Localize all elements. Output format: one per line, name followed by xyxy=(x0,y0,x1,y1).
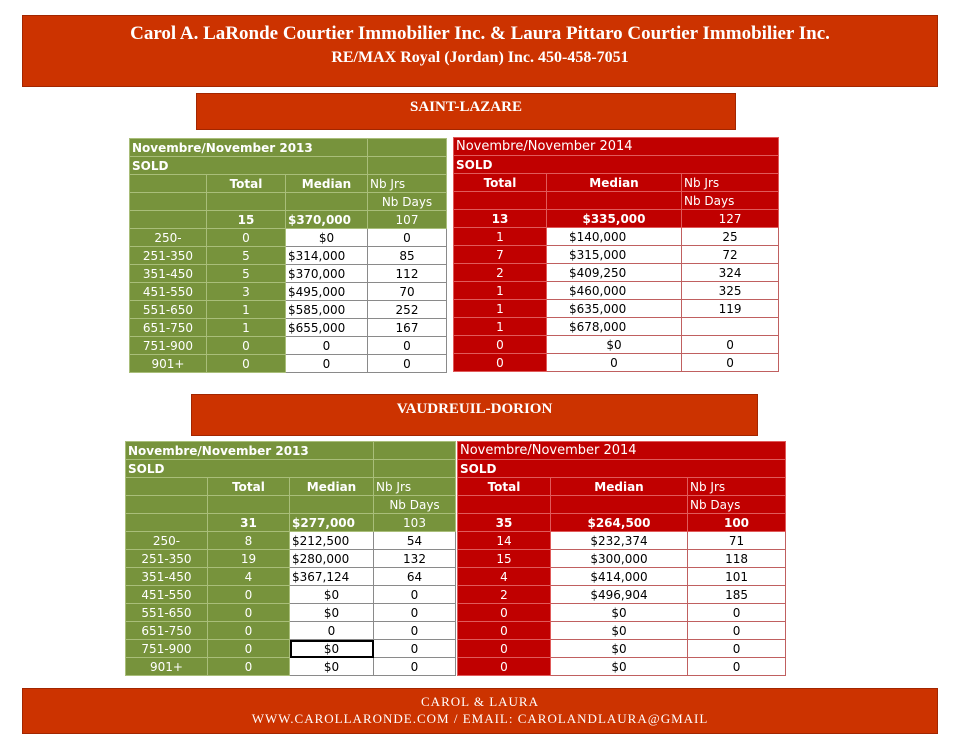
price-range: 551-650 xyxy=(126,604,208,622)
year-title: Novembre/November 2013 xyxy=(126,442,374,460)
median-cell-selected[interactable]: $0 xyxy=(290,640,374,658)
table-vaudreuil-2014 xyxy=(457,441,786,676)
summary-row xyxy=(130,211,447,229)
total-cell: 1 xyxy=(454,318,547,336)
table-row xyxy=(454,354,779,372)
header-row xyxy=(458,478,786,496)
price-range: 351-450 xyxy=(126,568,208,586)
total-cell: 0 xyxy=(458,604,551,622)
table-row xyxy=(130,283,447,301)
days-cell: 0 xyxy=(688,604,786,622)
days-cell: 0 xyxy=(374,640,456,658)
sold-row xyxy=(126,460,456,478)
total-cell: 0 xyxy=(458,622,551,640)
header-row-2 xyxy=(454,192,779,210)
days-cell: 0 xyxy=(374,658,456,676)
table-row xyxy=(454,336,779,354)
median-cell: 0 xyxy=(286,355,368,373)
total-cell: 1 xyxy=(207,301,286,319)
col-total: Total xyxy=(208,478,290,496)
days-cell: 0 xyxy=(374,622,456,640)
days-cell: 0 xyxy=(368,229,447,247)
sold-label: SOLD xyxy=(126,460,374,478)
price-range: 901+ xyxy=(130,355,207,373)
price-range: 451-550 xyxy=(130,283,207,301)
median-cell: 0 xyxy=(286,337,368,355)
total-cell: 0 xyxy=(208,658,290,676)
days-cell: 324 xyxy=(682,264,779,282)
median-cell: 0 xyxy=(290,622,374,640)
header-row-2 xyxy=(458,496,786,514)
table-row xyxy=(126,550,456,568)
table-row xyxy=(130,355,447,373)
days-cell: 0 xyxy=(368,337,447,355)
table-row xyxy=(130,337,447,355)
price-range: 751-900 xyxy=(126,640,208,658)
col-nb-days: Nb Days xyxy=(688,496,786,514)
header-line2: RE/MAX Royal (Jordan) Inc. 450-458-7051 xyxy=(331,49,629,66)
table-row xyxy=(126,586,456,604)
total-cell: 0 xyxy=(208,640,290,658)
price-range: 901+ xyxy=(126,658,208,676)
table-row xyxy=(458,604,786,622)
total-cell: 0 xyxy=(458,640,551,658)
days-cell: 0 xyxy=(682,354,779,372)
median-cell: $367,124 xyxy=(290,568,374,586)
days-cell: 0 xyxy=(374,604,456,622)
col-total: Total xyxy=(454,174,547,192)
title-row xyxy=(126,442,456,460)
days-cell: 0 xyxy=(368,355,447,373)
footer-line1: CAROL & LAURA xyxy=(421,694,539,709)
header-row-2 xyxy=(126,496,456,514)
year-title: Novembre/November 2014 xyxy=(458,442,786,460)
total-cell: 8 xyxy=(208,532,290,550)
median-cell: $0 xyxy=(290,658,374,676)
price-range: 451-550 xyxy=(126,586,208,604)
price-range: 551-650 xyxy=(130,301,207,319)
summary-total: 13 xyxy=(454,210,547,228)
table-row xyxy=(130,319,447,337)
days-cell: 25 xyxy=(682,228,779,246)
median-cell: $585,000 xyxy=(286,301,368,319)
total-cell: 1 xyxy=(454,228,547,246)
table-row xyxy=(126,568,456,586)
days-cell: 118 xyxy=(688,550,786,568)
price-range: 250- xyxy=(130,229,207,247)
table-row xyxy=(454,228,779,246)
table-row xyxy=(126,640,456,658)
total-cell: 0 xyxy=(454,354,547,372)
median-cell: $655,000 xyxy=(286,319,368,337)
days-cell: 54 xyxy=(374,532,456,550)
total-cell: 7 xyxy=(454,246,547,264)
median-cell: 0 xyxy=(547,354,682,372)
col-nb-jrs: Nb Jrs xyxy=(688,478,786,496)
sold-row xyxy=(458,460,786,478)
col-nb-days: Nb Days xyxy=(682,192,779,210)
median-cell: $460,000 xyxy=(547,282,682,300)
table-row xyxy=(454,264,779,282)
summary-days: 103 xyxy=(374,514,456,532)
median-cell: $0 xyxy=(547,336,682,354)
total-cell: 4 xyxy=(208,568,290,586)
median-cell: $140,000 xyxy=(547,228,682,246)
col-nb-days: Nb Days xyxy=(368,193,447,211)
summary-median: $335,000 xyxy=(547,210,682,228)
table-row xyxy=(454,282,779,300)
days-cell: 0 xyxy=(688,640,786,658)
median-cell: $495,000 xyxy=(286,283,368,301)
sold-row xyxy=(454,156,779,174)
col-total: Total xyxy=(207,175,286,193)
table-row xyxy=(458,532,786,550)
total-cell: 0 xyxy=(208,586,290,604)
summary-total: 31 xyxy=(208,514,290,532)
total-cell: 5 xyxy=(207,265,286,283)
table-row xyxy=(130,229,447,247)
header-row xyxy=(126,478,456,496)
median-cell: $314,000 xyxy=(286,247,368,265)
table-vaudreuil-2013 xyxy=(125,441,456,676)
summary-row xyxy=(126,514,456,532)
total-cell: 0 xyxy=(207,355,286,373)
median-cell: $678,000 xyxy=(547,318,682,336)
days-cell: 167 xyxy=(368,319,447,337)
days-cell: 119 xyxy=(682,300,779,318)
median-cell: $635,000 xyxy=(547,300,682,318)
header-banner xyxy=(22,15,938,87)
days-cell: 185 xyxy=(688,586,786,604)
total-cell: 0 xyxy=(208,622,290,640)
table-row xyxy=(126,658,456,676)
table-row xyxy=(130,247,447,265)
col-median: Median xyxy=(551,478,688,496)
total-cell: 19 xyxy=(208,550,290,568)
days-cell: 85 xyxy=(368,247,447,265)
total-cell: 0 xyxy=(454,336,547,354)
total-cell: 0 xyxy=(207,229,286,247)
median-cell: $0 xyxy=(290,604,374,622)
summary-days: 100 xyxy=(688,514,786,532)
summary-median: $370,000 xyxy=(286,211,368,229)
table-row xyxy=(454,300,779,318)
median-cell: $280,000 xyxy=(290,550,374,568)
col-median: Median xyxy=(286,175,368,193)
year-title: Novembre/November 2013 xyxy=(130,139,368,157)
title-row xyxy=(130,139,447,157)
median-cell: $232,374 xyxy=(551,532,688,550)
price-range: 251-350 xyxy=(126,550,208,568)
total-cell: 5 xyxy=(207,247,286,265)
days-cell: 70 xyxy=(368,283,447,301)
median-cell: $370,000 xyxy=(286,265,368,283)
price-range: 250- xyxy=(126,532,208,550)
total-cell: 1 xyxy=(454,282,547,300)
section-title-vaudreuil-dorion: VAUDREUIL-DORION xyxy=(191,394,758,436)
year-title: Novembre/November 2014 xyxy=(454,138,779,156)
median-cell: $300,000 xyxy=(551,550,688,568)
table-saint-lazare-2014 xyxy=(453,137,779,372)
footer-banner xyxy=(22,688,938,734)
summary-row xyxy=(458,514,786,532)
sold-label: SOLD xyxy=(130,157,368,175)
days-cell: 0 xyxy=(682,336,779,354)
days-cell: 325 xyxy=(682,282,779,300)
col-nb-jrs: Nb Jrs xyxy=(682,174,779,192)
table-row xyxy=(126,622,456,640)
price-range: 251-350 xyxy=(130,247,207,265)
total-cell: 0 xyxy=(207,337,286,355)
median-cell: $212,500 xyxy=(290,532,374,550)
days-cell xyxy=(682,318,779,336)
section-title-saint-lazare: SAINT-LAZARE xyxy=(196,93,736,130)
table-row xyxy=(458,658,786,676)
days-cell: 72 xyxy=(682,246,779,264)
table-row xyxy=(126,604,456,622)
summary-median: $264,500 xyxy=(551,514,688,532)
median-cell: $315,000 xyxy=(547,246,682,264)
summary-days: 127 xyxy=(682,210,779,228)
table-row xyxy=(458,568,786,586)
col-median: Median xyxy=(290,478,374,496)
days-cell: 112 xyxy=(368,265,447,283)
table-row xyxy=(458,586,786,604)
total-cell: 2 xyxy=(454,264,547,282)
col-median: Median xyxy=(547,174,682,192)
median-cell: $0 xyxy=(551,622,688,640)
col-nb-jrs: Nb Jrs xyxy=(374,478,456,496)
header-row xyxy=(454,174,779,192)
days-cell: 0 xyxy=(374,586,456,604)
total-cell: 14 xyxy=(458,532,551,550)
total-cell: 0 xyxy=(458,658,551,676)
total-cell: 0 xyxy=(208,604,290,622)
median-cell: $414,000 xyxy=(551,568,688,586)
median-cell: $0 xyxy=(551,658,688,676)
median-cell: $0 xyxy=(286,229,368,247)
median-cell: $496,904 xyxy=(551,586,688,604)
summary-total: 35 xyxy=(458,514,551,532)
sold-label: SOLD xyxy=(458,460,786,478)
table-row xyxy=(130,265,447,283)
header-line1: Carol A. LaRonde Courtier Immobilier Inc. & Laura Pittaro Courtier Immobilier Inc. xyxy=(130,23,830,44)
days-cell: 64 xyxy=(374,568,456,586)
table-row xyxy=(126,532,456,550)
table-row xyxy=(458,640,786,658)
days-cell: 132 xyxy=(374,550,456,568)
median-cell: $0 xyxy=(551,640,688,658)
total-cell: 4 xyxy=(458,568,551,586)
table-row xyxy=(454,246,779,264)
days-cell: 252 xyxy=(368,301,447,319)
price-range: 351-450 xyxy=(130,265,207,283)
header-row xyxy=(130,175,447,193)
table-row xyxy=(130,301,447,319)
sold-label: SOLD xyxy=(454,156,779,174)
footer-line2: WWW.CAROLLARONDE.COM / EMAIL: CAROLANDLAURA@GMAIL xyxy=(251,711,709,726)
price-range: 651-750 xyxy=(130,319,207,337)
days-cell: 0 xyxy=(688,658,786,676)
col-nb-days: Nb Days xyxy=(374,496,456,514)
price-range: 751-900 xyxy=(130,337,207,355)
table-row xyxy=(458,622,786,640)
summary-total: 15 xyxy=(207,211,286,229)
median-cell: $0 xyxy=(290,586,374,604)
median-cell: $0 xyxy=(551,604,688,622)
sold-row xyxy=(130,157,447,175)
total-cell: 2 xyxy=(458,586,551,604)
total-cell: 15 xyxy=(458,550,551,568)
title-row xyxy=(458,442,786,460)
total-cell: 1 xyxy=(454,300,547,318)
summary-days: 107 xyxy=(368,211,447,229)
summary-row xyxy=(454,210,779,228)
total-cell: 1 xyxy=(207,319,286,337)
col-total: Total xyxy=(458,478,551,496)
days-cell: 71 xyxy=(688,532,786,550)
header-row-2 xyxy=(130,193,447,211)
col-nb-jrs: Nb Jrs xyxy=(368,175,447,193)
days-cell: 101 xyxy=(688,568,786,586)
price-range: 651-750 xyxy=(126,622,208,640)
title-row xyxy=(454,138,779,156)
table-row xyxy=(454,318,779,336)
summary-median: $277,000 xyxy=(290,514,374,532)
table-saint-lazare-2013 xyxy=(129,138,447,373)
median-cell: $409,250 xyxy=(547,264,682,282)
total-cell: 3 xyxy=(207,283,286,301)
days-cell: 0 xyxy=(688,622,786,640)
table-row xyxy=(458,550,786,568)
